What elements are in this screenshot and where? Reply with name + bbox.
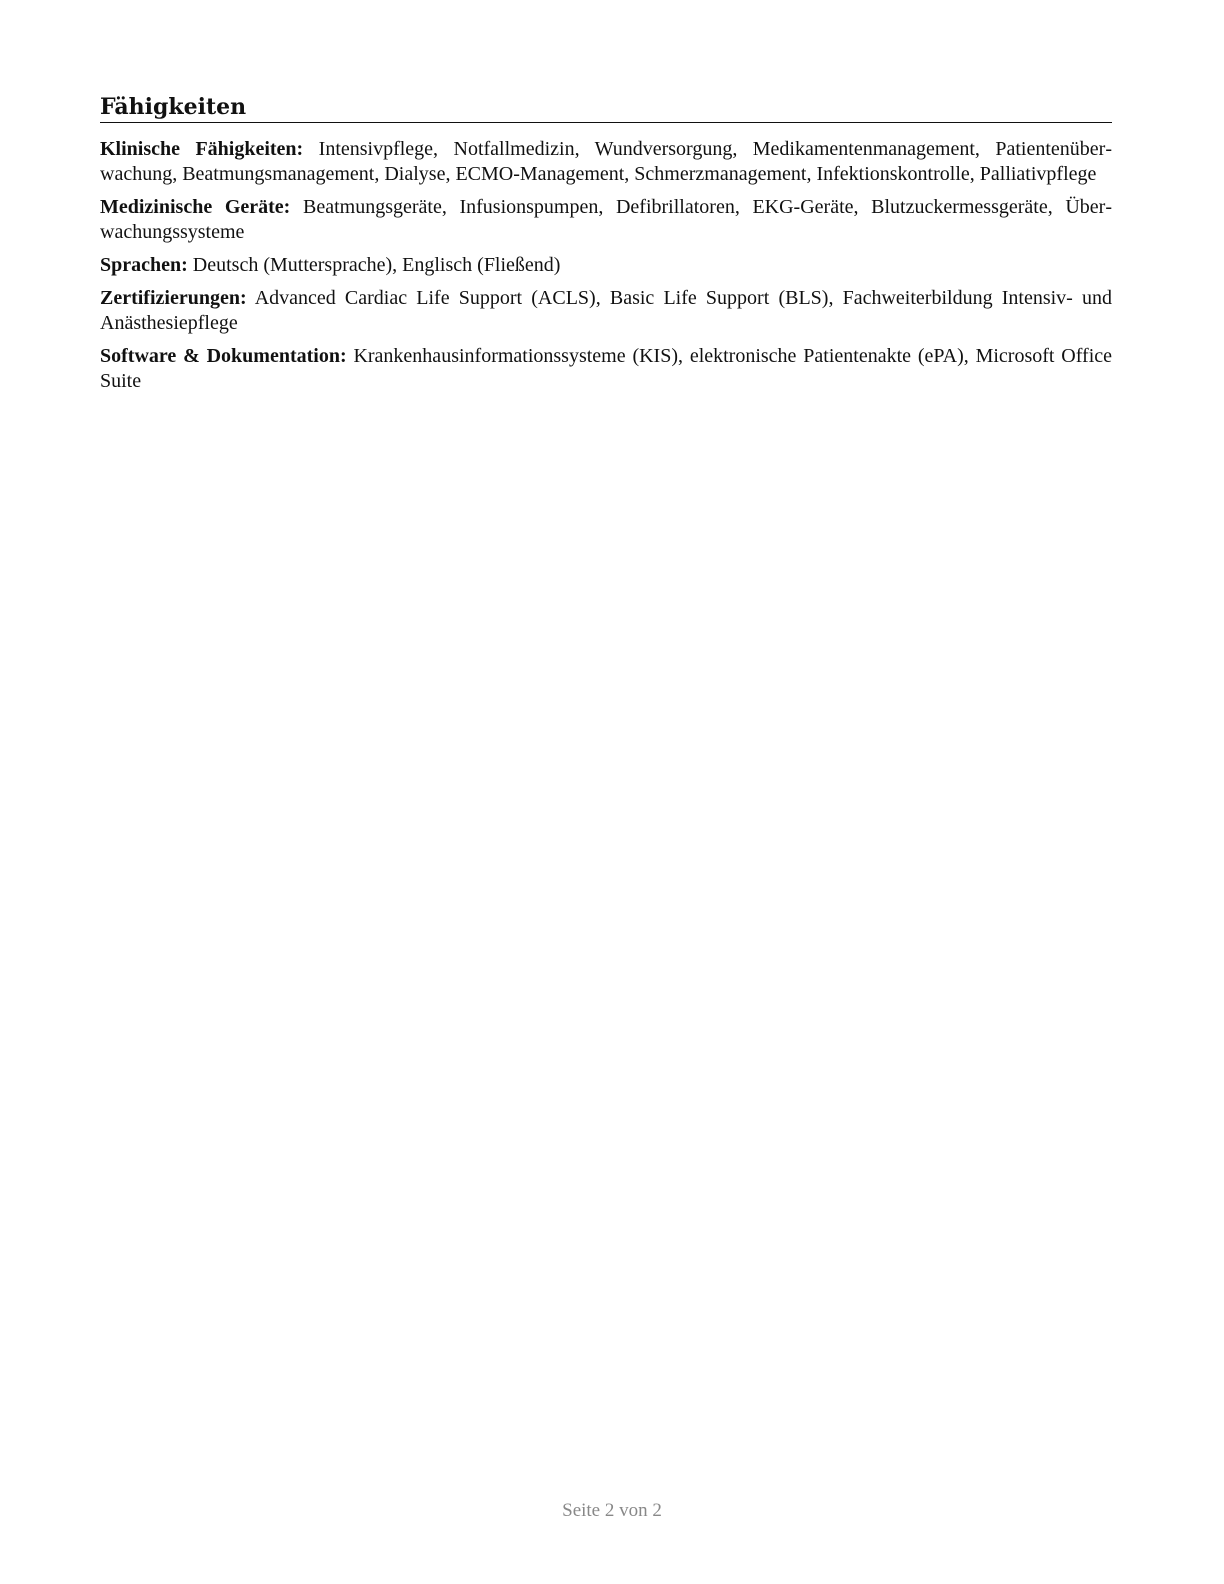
skill-text: Beatmungsgeräte, Infusionspumpen, Defibrillatoren, EKG-Geräte, Blutzuckermessgeräte, Überwachungssysteme (100, 196, 1113, 243)
skill-entry-software (100, 344, 1112, 394)
skill-label: Software & Dokumentation: (100, 345, 347, 367)
skill-label: Zertifizierungen: (100, 287, 247, 309)
page-number: Seite 2 von 2 (562, 1500, 662, 1521)
skill-entry-devices (100, 195, 1112, 245)
skill-text: Advanced Cardiac Life Support (ACLS), Basic Life Support (BLS), Fachweiterbildung Intensiv- und Anästhesiepflege (100, 287, 1112, 334)
skill-label: Medizinische Geräte: (100, 196, 291, 218)
section-title: Fähigkeiten (100, 94, 247, 120)
skill-label: Sprachen: (100, 254, 188, 276)
skill-text: Intensivpflege, Notfallmedizin, Wundversorgung, Medikamentenmanagement, Patientenüberwachung, Beatmungsmanagement, Dialyse, ECMO-Management, Schmerzmanagement, Infektionskontrolle, Palliativpflege (100, 138, 1112, 185)
section-divider (100, 122, 1112, 123)
skill-entry-certifications (100, 286, 1112, 336)
skill-entry-languages (100, 253, 1112, 278)
skill-text: Deutsch (Muttersprache), Englisch (Fließend) (192, 254, 561, 276)
skill-entry-clinical (100, 137, 1112, 187)
skill-label: Klinische Fähigkeiten: (100, 138, 304, 160)
page-content (100, 92, 1112, 402)
skill-text: Krankenhausinformationssysteme (KIS), elektronische Patientenakte (ePA), Microsoft Office Suite (100, 345, 1113, 392)
